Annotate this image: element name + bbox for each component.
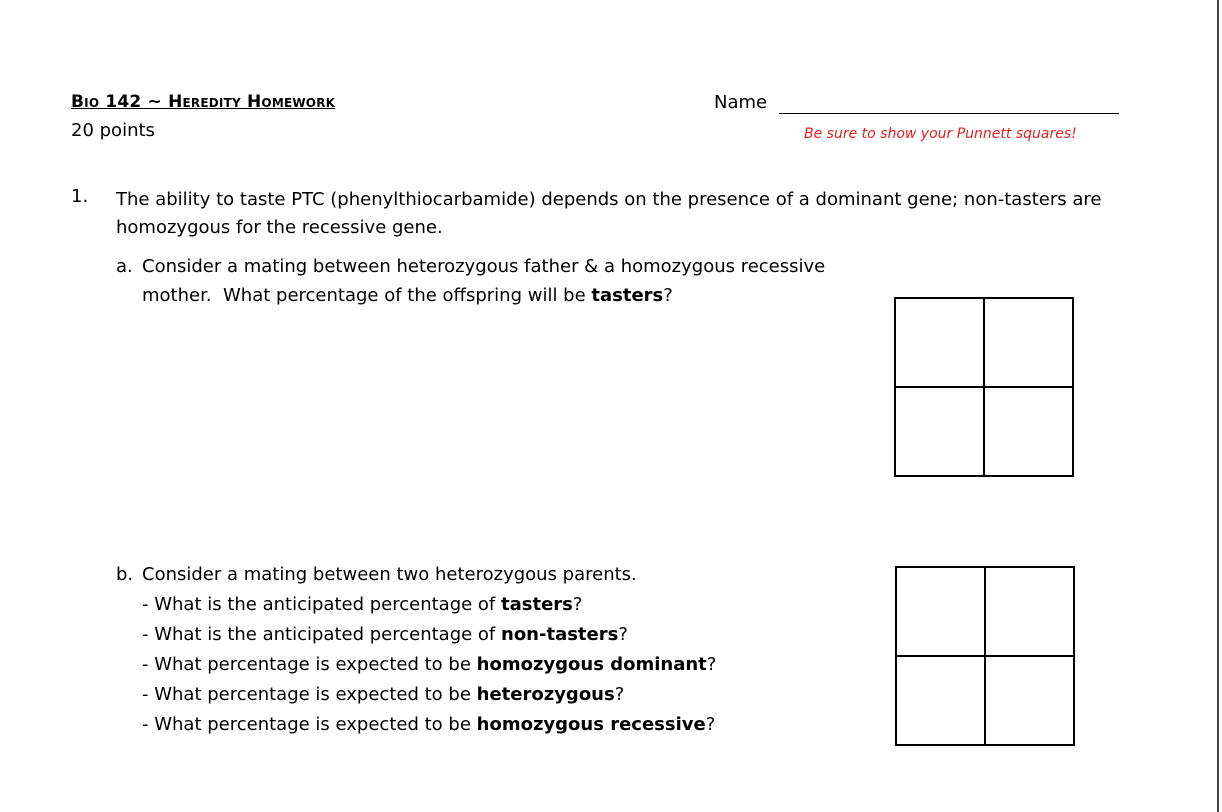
- punnett-cell[interactable]: [896, 567, 985, 656]
- question-text: The ability to taste PTC (phenylthiocarbamide) depends on the presence of a dominant gene; non-tasters are homozygous for the recessive gene.: [116, 189, 1102, 238]
- sub-question-prefix: - What percentage is expected to be: [142, 654, 477, 675]
- punnett-cell[interactable]: [896, 656, 985, 745]
- points-value: 20 points: [71, 120, 155, 141]
- sub-question-suffix: ?: [614, 684, 625, 705]
- sub-question: [142, 680, 624, 709]
- sub-question-prefix: - What percentage is expected to be: [142, 684, 477, 705]
- part-a-letter: a.: [116, 256, 133, 277]
- sub-question-keyword: homozygous dominant: [476, 654, 707, 675]
- part-a-line2: [142, 281, 825, 310]
- sub-question-keyword: non-tasters: [501, 624, 619, 645]
- part-a-line2-suffix: ?: [663, 285, 673, 306]
- part-a-line1: Consider a mating between heterozygous father & a homozygous recessive: [142, 256, 826, 277]
- name-blank-line[interactable]: [779, 113, 1119, 114]
- part-a-body: [142, 252, 825, 310]
- assignment-title: Bio 142 ~ Heredity Homework: [71, 92, 336, 112]
- name-label: Name: [714, 92, 768, 113]
- sub-question: [142, 590, 582, 619]
- sub-question-suffix: ?: [705, 714, 716, 735]
- sub-question: [142, 710, 715, 739]
- sub-question-keyword: homozygous recessive: [476, 714, 706, 735]
- part-b-intro: Consider a mating between two heterozygous parents.: [142, 564, 637, 585]
- sub-question-suffix: ?: [706, 654, 717, 675]
- sub-question-keyword: tasters: [501, 594, 573, 615]
- page-edge-border: [1217, 0, 1219, 812]
- sub-question-prefix: - What is the anticipated percentage of: [142, 594, 501, 615]
- punnett-cell[interactable]: [895, 387, 984, 476]
- part-a-line2-prefix: mother. What percentage of the offspring will be: [142, 285, 592, 306]
- sub-question-prefix: - What is the anticipated percentage of: [142, 624, 501, 645]
- punnett-cell[interactable]: [984, 387, 1073, 476]
- sub-question-suffix: ?: [572, 594, 583, 615]
- punnett-cell[interactable]: [985, 656, 1074, 745]
- punnett-reminder: Be sure to show your Punnett squares!: [804, 126, 1077, 142]
- sub-question: [142, 650, 716, 679]
- punnett-cell[interactable]: [985, 567, 1074, 656]
- sub-question-prefix: - What percentage is expected to be: [142, 714, 477, 735]
- question-number: 1.: [71, 186, 89, 207]
- punnett-cell[interactable]: [895, 298, 984, 387]
- part-b-letter: b.: [116, 564, 134, 585]
- sub-question: [142, 620, 628, 649]
- punnett-cell[interactable]: [984, 298, 1073, 387]
- sub-question-keyword: heterozygous: [476, 684, 615, 705]
- punnett-square-b[interactable]: [895, 566, 1075, 746]
- part-a-keyword: tasters: [591, 285, 664, 306]
- sub-question-suffix: ?: [618, 624, 628, 645]
- punnett-square-a[interactable]: [894, 297, 1074, 477]
